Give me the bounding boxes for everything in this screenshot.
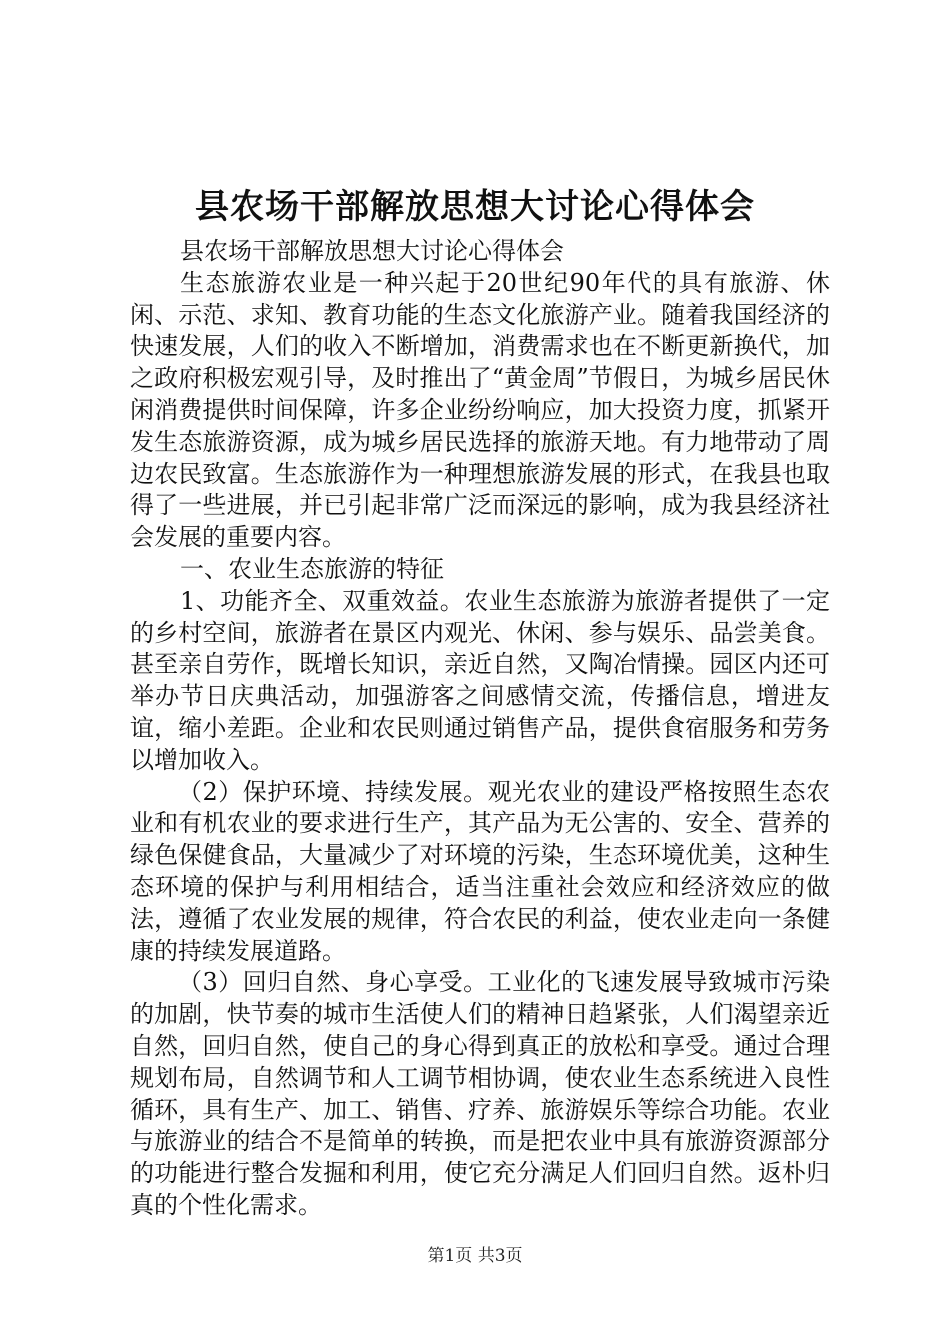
paragraph-point-1: 1、功能齐全、双重效益。农业生态旅游为旅游者提供了一定的乡村空间，旅游者在景区内观光、休闲、参与娱乐、品尝美食。甚至亲自劳作，既增长知识，亲近自然，又陶冶情操。园区内还可举办节日庆典活动，加强游客之间感情交流，传播信息，增进友谊，缩小差距。企业和农民则通过销售产品，提供食宿服务和劳务以增加收入。 [130, 586, 830, 774]
paragraph-subtitle: 县农场干部解放思想大讨论心得体会 [180, 237, 564, 265]
paragraph-point-3: （3）回归自然、身心享受。工业化的飞速发展导致城市污染的加剧，快节奏的城市生活使人们的精神日趋紧张，人们渴望亲近自然，回归自然，使自己的身心得到真正的放松和享受。通过合理规划布局，自然调节和人工调节相协调，使农业生态系统进入良性循环，具有生产、加工、销售、疗养、旅游娱乐等综合功能。农业与旅游业的结合不是简单的转换，而是把农业中具有旅游资源部分的功能进行整合发掘和利用，使它充分满足人们回归自然。返朴归真的个性化需求。 [130, 968, 830, 1219]
document-title: 县农场干部解放思想大讨论心得体会 [195, 187, 755, 227]
section-heading: 一、农业生态旅游的特征 [180, 554, 444, 583]
document-body [130, 236, 830, 1222]
paragraph-intro: 生态旅游农业是一种兴起于20世纪90年代的具有旅游、休闲、示范、求知、教育功能的生态文化旅游产业。随着我国经济的快速发展，人们的收入不断增加，消费需求也在不断更新换代，加之政府积极宏观引导，及时推出了“黄金周”节假日，为城乡居民休闲消费提供时间保障，许多企业纷纷响应，加大投资力度，抓紧开发生态旅游资源，成为城乡居民选择的旅游天地。有力地带动了周边农民致富。生态旅游作为一种理想旅游发展的形式，在我县也取得了一些进展，并已引起非常广泛而深远的影响，成为我县经济社会发展的重要内容。 [130, 268, 830, 552]
paragraph-point-2: （2）保护环境、持续发展。观光农业的建设严格按照生态农业和有机农业的要求进行生产，其产品为无公害的、安全、营养的绿色保健食品，大量减少了对环境的污染，生态环境优美，这种生态环境的保护与利用相结合，适当注重社会效应和经济效应的做法，遵循了农业发展的规律，符合农民的利益，使农业走向一条健康的持续发展道路。 [130, 777, 830, 965]
page-footer: 第1页 共3页 [427, 1246, 523, 1266]
